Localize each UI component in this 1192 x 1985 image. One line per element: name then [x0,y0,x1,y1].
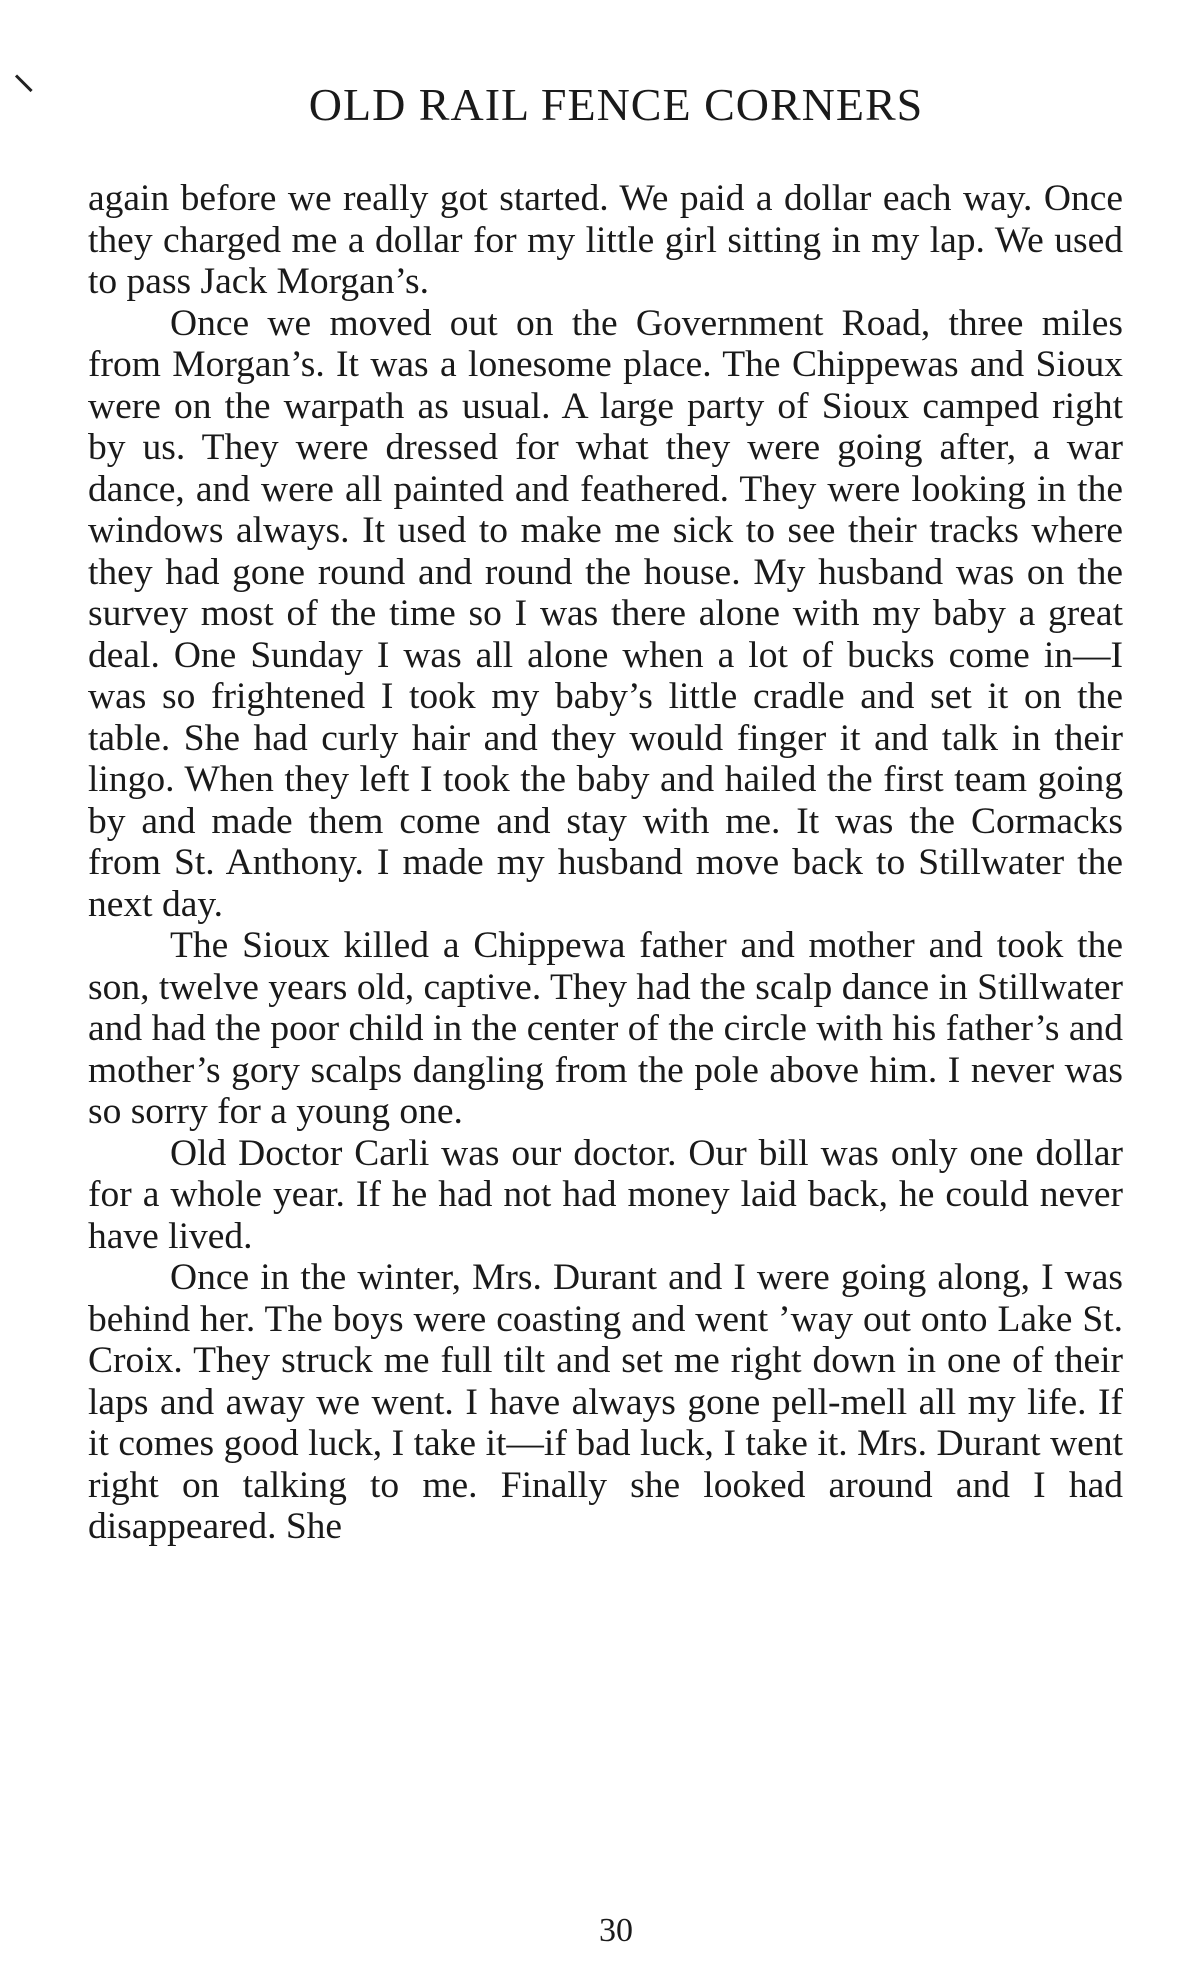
body-text [88,178,1123,1548]
running-title: OLD RAIL FENCE CORNERS [308,79,924,130]
paragraph: The Sioux killed a Chippewa father and mother and took the son, twelve years old, captive. They had the scalp dance in Stillwater and had the poor child in the center of the circle with his father’s and mother’s gory scalps dangling from the pole above him. I never was so sorry for a young one. [88,925,1123,1132]
paragraph-continued: again before we really got started. We paid a dollar each way. Once they charged me a dollar for my little girl sitting in my lap. We used to pass Jack Morgan’s. [88,178,1123,302]
page-number: 30 [599,1912,633,1949]
paragraph: Once in the winter, Mrs. Durant and I were going along, I was behind her. The boys were coasting and went ’way out onto Lake St. Croix. They struck me full tilt and set me right down in one of their laps and away we went. I have always gone pell-mell all my life. If it comes good luck, I take it—if bad luck, I take it. Mrs. Durant went right on talking to me. Finally she looked around and I had disappeared. She [88,1257,1123,1547]
paragraph: Once we moved out on the Government Road, three miles from Morgan’s. It was a lonesome place. The Chippewas and Sioux were on the warpath as usual. A large party of Sioux camped right by us. They were dressed for what they were going after, a war dance, and were all painted and feathered. They were looking in the windows always. It used to make me sick to see their tracks where they had gone round and round the house. My husband was on the survey most of the time so I was there alone with my baby a great deal. One Sunday I was all alone when a lot of bucks come in—I was so frightened I took my baby’s little cradle and set it on the table. She had curly hair and they would finger it and talk in their lingo. When they left I took the baby and hailed the first team going by and made them come and stay with me. It was the Cormacks from St. Anthony. I made my husband move back to Stillwater the next day. [88,302,1123,925]
paragraph: Old Doctor Carli was our doctor. Our bill was only one dollar for a whole year. If he had not had money laid back, he could never have lived. [88,1132,1123,1257]
